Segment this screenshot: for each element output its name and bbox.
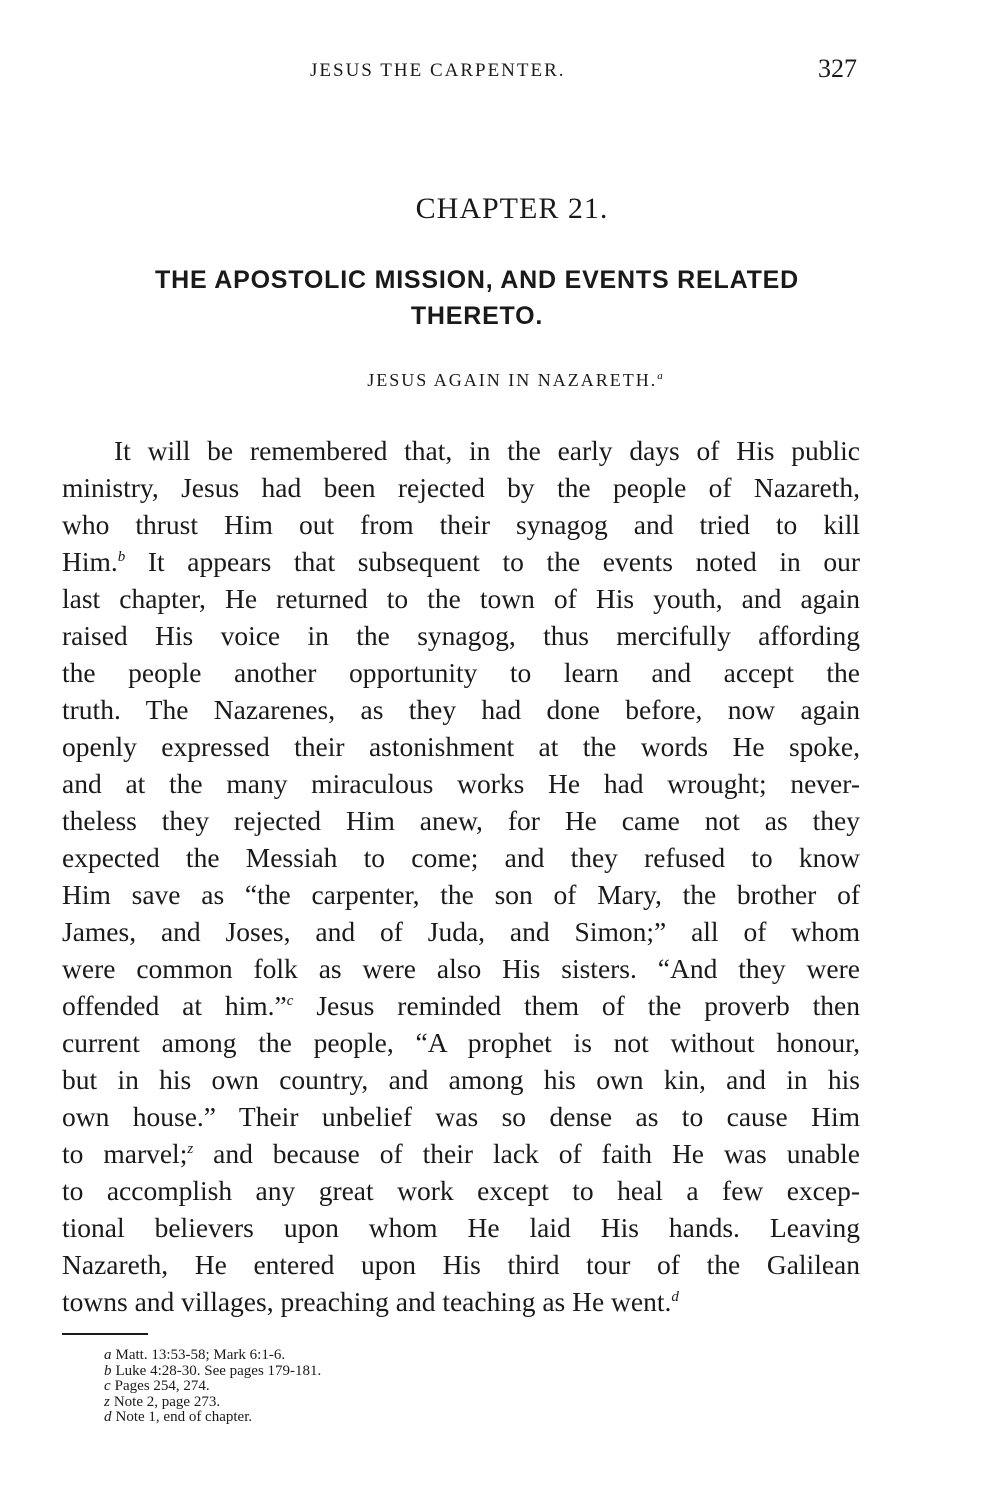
text-fragment: offended at him.” <box>62 990 287 1021</box>
text-line: ministry, Jesus had been rejected by the people of Nazareth, <box>62 472 860 503</box>
text-line: It will be remembered that, in the early days of His public <box>114 435 860 466</box>
footnote-text: Note 1, end of chapter. <box>115 1409 253 1425</box>
footnote-ref-z: z <box>187 1140 194 1157</box>
text-fragment: It appears that subsequent to the events noted in our <box>125 546 860 577</box>
text-fragment: Him. <box>62 546 118 577</box>
text-line <box>62 1135 860 1172</box>
running-header <box>0 54 1000 90</box>
text-line: and at the many miraculous works He had wrought; never- <box>62 768 860 799</box>
section-footnote-mark: a <box>657 370 665 382</box>
running-title: JESUS THE CARPENTER. <box>310 60 566 81</box>
text-line: raised His voice in the synagog, thus mercifully affording <box>62 620 860 651</box>
footnotes <box>104 1348 704 1426</box>
page-number: 327 <box>818 54 857 83</box>
footnote-text: Matt. 13:53-58; Mark 6:1-6. <box>115 1347 286 1363</box>
text-line <box>62 543 860 580</box>
footnote <box>104 1364 704 1380</box>
text-line: last chapter, He returned to the town of His youth, and again <box>62 583 860 614</box>
section-heading <box>0 370 1000 391</box>
chapter-title <box>62 262 892 334</box>
footnote-mark: a <box>104 1347 112 1363</box>
text-line: Nazareth, He entered upon His third tour of the Galilean <box>62 1249 860 1280</box>
text-line: who thrust Him out from their synagog and tried to kill <box>62 509 860 540</box>
footnote-mark: c <box>104 1378 111 1394</box>
footnote <box>104 1348 704 1364</box>
footnote-divider <box>62 1333 148 1335</box>
text-fragment: towns and villages, preaching and teaching as He went. <box>62 1286 672 1317</box>
text-line: the people another opportunity to learn and accept the <box>62 657 860 688</box>
footnote-ref-b: b <box>117 548 126 565</box>
text-line <box>62 987 860 1024</box>
text-line: openly expressed their astonishment at the words He spoke, <box>62 731 860 762</box>
footnote-text: Luke 4:28-30. See pages 179-181. <box>115 1362 322 1379</box>
text-fragment: and because of their lack of faith He was unable <box>193 1138 860 1169</box>
footnote-ref-c: c <box>286 992 294 1009</box>
text-line: to accomplish any great work except to heal a few excep- <box>62 1175 860 1206</box>
text-line: James, and Joses, and of Juda, and Simon;” all of whom <box>62 916 860 947</box>
footnote <box>104 1379 704 1395</box>
section-heading-text: JESUS AGAIN IN NAZARETH. <box>367 370 658 390</box>
body-paragraph <box>62 432 860 1320</box>
chapter-number: CHAPTER 21. <box>415 192 609 225</box>
text-line: theless they rejected Him anew, for He came not as they <box>62 805 860 836</box>
text-line: Him save as “the carpenter, the son of Mary, the brother of <box>62 879 860 910</box>
text-fragment: Jesus reminded them of the proverb then <box>293 990 860 1021</box>
text-line: current among the people, “A prophet is not without honour, <box>62 1027 860 1058</box>
footnote <box>104 1395 704 1411</box>
text-fragment: to marvel; <box>62 1138 188 1169</box>
chapter-title-line-2: THERETO. <box>410 302 544 330</box>
footnote-mark: d <box>104 1409 112 1425</box>
text-line: own house.” Their unbelief was so dense as to cause Him <box>62 1101 860 1132</box>
footnote-mark: z <box>104 1393 110 1410</box>
text-line: were common folk as were also His sisters. “And they were <box>62 953 860 984</box>
text-line: tional believers upon whom He laid His hands. Leaving <box>62 1212 860 1243</box>
text-line: but in his own country, and among his own kin, and in his <box>62 1064 860 1095</box>
footnote <box>104 1410 704 1426</box>
footnote-ref-d: d <box>671 1288 679 1305</box>
text-line: truth. The Nazarenes, as they had done before, now again <box>62 694 860 725</box>
footnote-text: Pages 254, 274. <box>114 1378 210 1394</box>
chapter-title-line-1: THE APOSTOLIC MISSION, AND EVENTS RELATED <box>155 266 799 294</box>
text-line <box>62 1283 860 1320</box>
text-line: expected the Messiah to come; and they refused to know <box>62 842 860 873</box>
footnote-text: Note 2, page 273. <box>113 1393 221 1410</box>
footnote-mark: b <box>104 1362 112 1379</box>
